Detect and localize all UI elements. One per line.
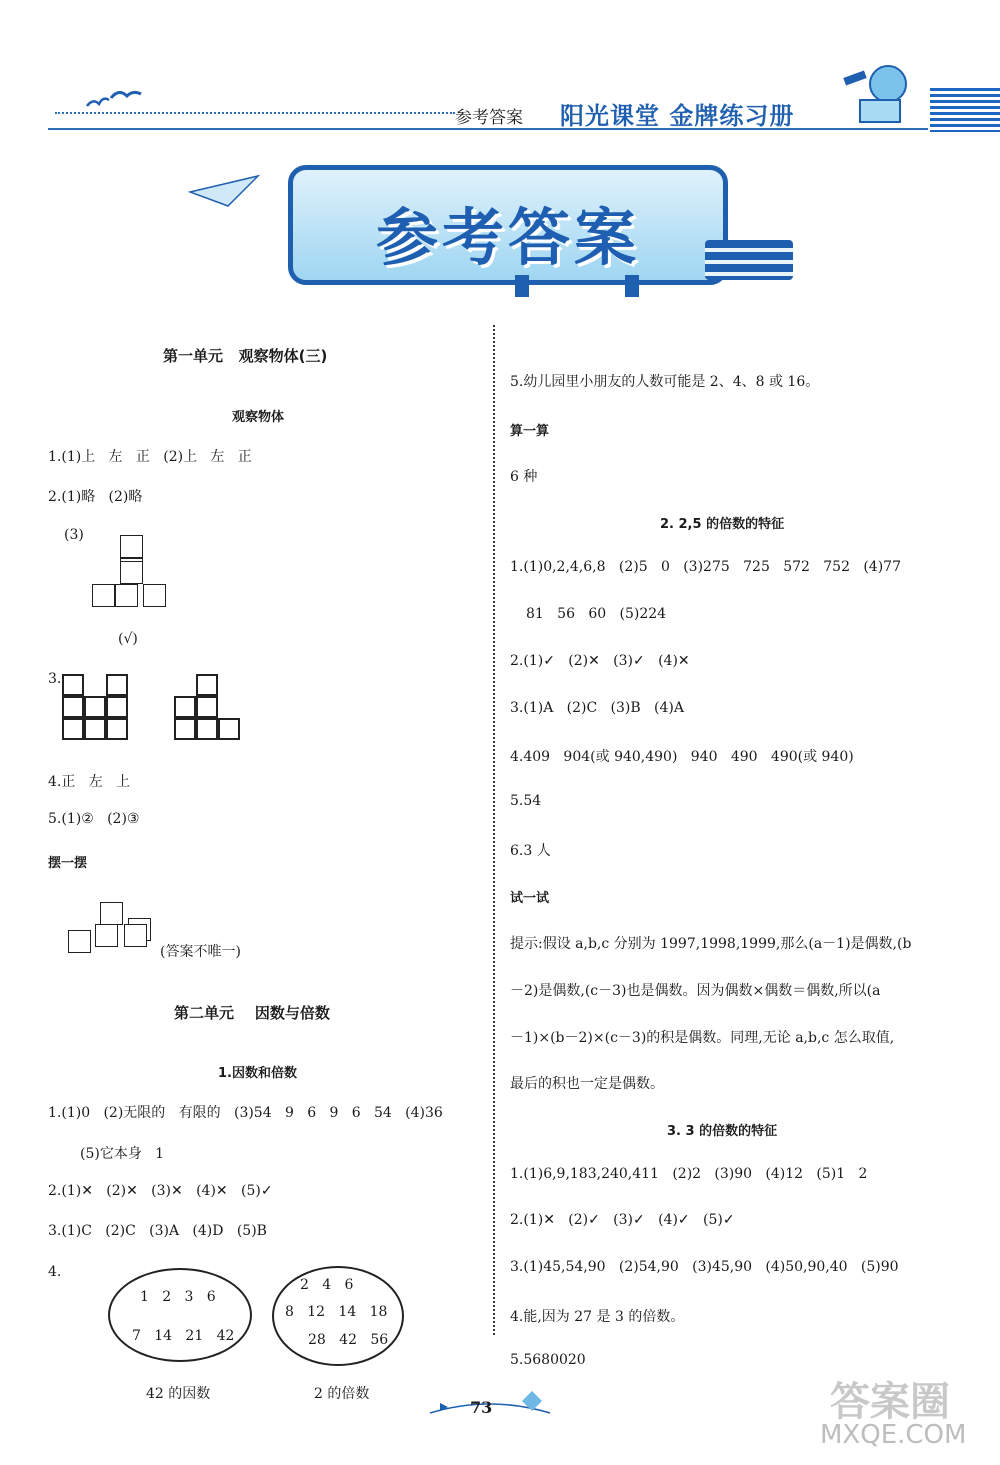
answer-line: (5)它本身 1 [80, 1146, 165, 1162]
hint-line: 提示:假设 a,b,c 分别为 1997,1998,1999,那么(a－1)是偶数,(b [510, 936, 912, 952]
answer-line: 6 种 [510, 469, 538, 485]
answer-line: 1.(1)0,2,4,6,8 (2)5 0 (3)275 725 572 752 (4)77 [510, 559, 901, 575]
board-leg-left [515, 275, 529, 297]
section-title: 算一算 [510, 424, 550, 439]
answer-line: 2.(1)略 (2)略 [48, 489, 143, 505]
answer-line: 5.5680020 [510, 1352, 586, 1368]
answer-line: 3.(1)C (2)C (3)A (4)D (5)B [48, 1223, 267, 1239]
section-title: 1.因数和倍数 [218, 1066, 297, 1081]
answer-line: 5.54 [510, 793, 542, 809]
section-title: 2. 2,5 的倍数的特征 [660, 517, 785, 532]
answer-line: 4.409 904(或 940,490) 940 490 490(或 940) [510, 749, 854, 765]
hint-line: －2)是偶数,(c－3)也是偶数。因为偶数×偶数＝偶数,所以(a [510, 983, 881, 999]
header-label: 参考答案 [455, 108, 523, 128]
set-b-label: 2 的倍数 [314, 1386, 370, 1402]
birds-icon [85, 88, 145, 114]
answer-line: 2.(1)✓ (2)✕ (3)✓ (4)✕ [510, 653, 690, 669]
answer-line: 81 56 60 (5)224 [526, 606, 667, 622]
set-a-row: 7 14 21 42 [132, 1328, 235, 1344]
section-title: 3. 3 的倍数的特征 [667, 1124, 778, 1139]
section-title: 观察物体 [232, 410, 285, 425]
watermark-url: MXQE.COM [820, 1420, 967, 1450]
set-b-row: 28 42 56 [308, 1332, 389, 1348]
answer-line: 3.(1)45,54,90 (2)54,90 (3)45,90 (4)50,90,40 (5)90 [510, 1259, 899, 1275]
unit1-title: 第一单元 观察物体(三) [163, 347, 328, 365]
answer-line: (3) [64, 527, 84, 543]
set-a-row: 1 2 3 6 [140, 1289, 216, 1305]
section-title: 摆一摆 [48, 856, 88, 871]
answer-line: 1.(1)0 (2)无限的 有限的 (3)54 9 6 9 6 54 (4)36 [48, 1105, 443, 1121]
banner-title: 参考答案 [375, 201, 640, 274]
section-title: 试一试 [510, 891, 550, 906]
answer-line: 1.(1)6,9,183,240,411 (2)2 (3)90 (4)12 (5)1 2 [510, 1166, 868, 1182]
answer-line: 2.(1)✕ (2)✕ (3)✕ (4)✕ (5)✓ [48, 1183, 273, 1199]
header-rule [48, 128, 928, 130]
telescope-icon [840, 60, 925, 125]
books-icon [705, 240, 793, 280]
note: (答案不唯一) [160, 944, 241, 960]
column-divider [493, 325, 495, 1335]
header-stripes [930, 88, 1000, 132]
unit2-title: 第二单元 因数与倍数 [174, 1004, 330, 1022]
answer-line: 4. [48, 1264, 62, 1280]
answer-line: 5.幼儿园里小朋友的人数可能是 2、4、8 或 16。 [510, 374, 820, 390]
set-a-label: 42 的因数 [146, 1386, 211, 1402]
board-leg-right [625, 275, 639, 297]
set-b-row: 8 12 14 18 [285, 1304, 388, 1320]
answer-line: 4.正 左 上 [48, 774, 131, 790]
answer-line: 4.能,因为 27 是 3 的倍数。 [510, 1309, 685, 1325]
answer-line: 2.(1)✕ (2)✓ (3)✓ (4)✓ (5)✓ [510, 1212, 735, 1228]
answer-line: 1.(1)上 左 正 (2)上 左 正 [48, 449, 252, 465]
watermark: 答案圈 [830, 1379, 950, 1425]
set-a-ellipse [108, 1268, 252, 1362]
page-number: 73 [470, 1398, 493, 1417]
hint-line: 最后的积也一定是偶数。 [510, 1076, 664, 1092]
answer-line: 3.(1)A (2)C (3)B (4)A [510, 700, 684, 716]
hint-line: －1)×(b－2)×(c－3)的积是偶数。同理,无论 a,b,c 怎么取值, [510, 1030, 895, 1046]
answer-line: (√) [118, 631, 138, 647]
banner-board [288, 165, 728, 285]
answer-line: 5.(1)② (2)③ [48, 811, 140, 827]
paper-plane-icon [188, 172, 268, 212]
set-b-row: 2 4 6 [300, 1277, 354, 1293]
header-brand: 阳光课堂 金牌练习册 [560, 102, 795, 130]
answer-line: 3. [48, 671, 62, 687]
answer-line: 6.3 人 [510, 843, 551, 859]
